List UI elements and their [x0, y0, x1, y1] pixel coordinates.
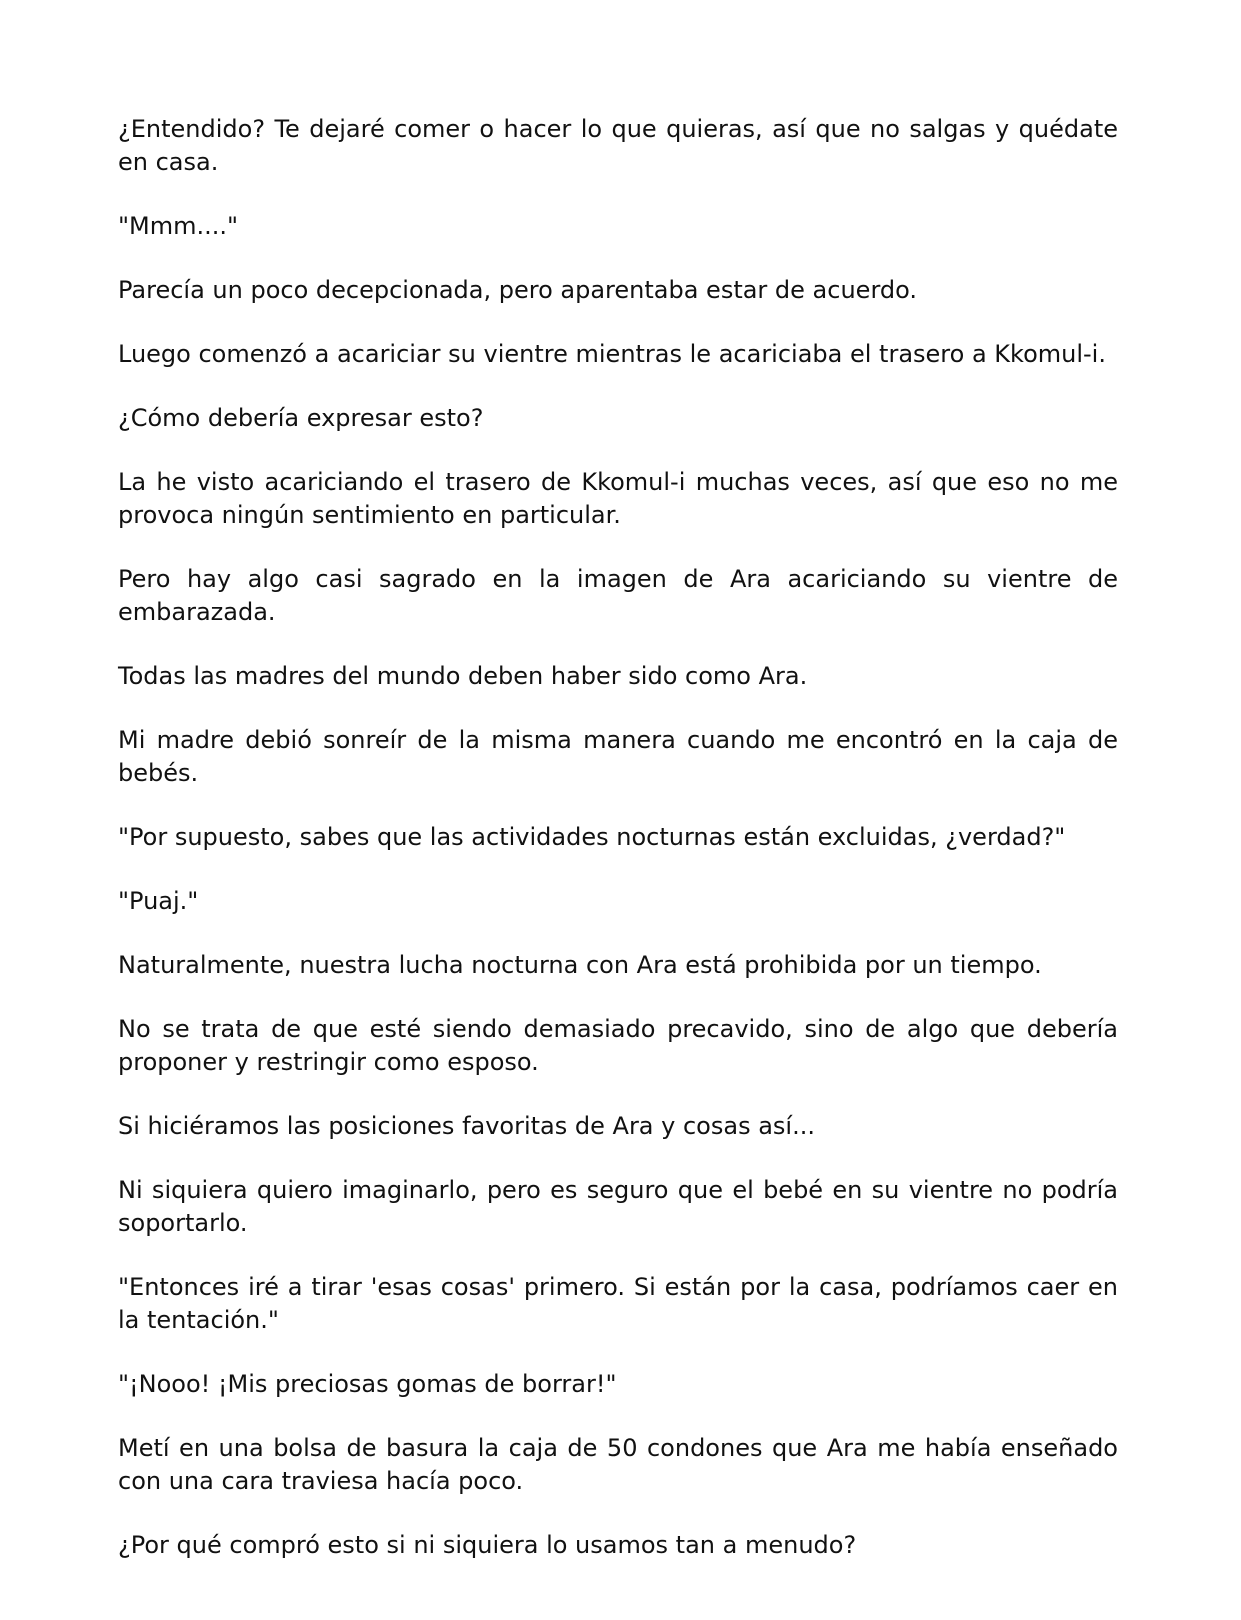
paragraph: ¿Entendido? Te dejaré comer o hacer lo que quieras, así que no salgas y quédate en casa. [118, 115, 1118, 176]
paragraph: ¿Por qué compró esto si ni siquiera lo usamos tan a menudo? [118, 1531, 857, 1559]
paragraph: Luego comenzó a acariciar su vientre mientras le acariciaba el trasero a Kkomul-i. [118, 340, 1106, 368]
paragraph: "Puaj." [118, 887, 199, 915]
paragraph: Metí en una bolsa de basura la caja de 50 condones que Ara me había enseñado con una cara traviesa hacía poco. [118, 1434, 1118, 1495]
paragraph: ¿Cómo debería expresar esto? [118, 404, 484, 432]
paragraph: Ni siquiera quiero imaginarlo, pero es seguro que el bebé en su vientre no podría soportarlo. [118, 1176, 1118, 1237]
document-page [118, 113, 1118, 1562]
paragraph: Mi madre debió sonreír de la misma manera cuando me encontró en la caja de bebés. [118, 726, 1118, 787]
paragraph: Pero hay algo casi sagrado en la imagen de Ara acariciando su vientre de embarazada. [118, 565, 1118, 626]
paragraph: Parecía un poco decepcionada, pero aparentaba estar de acuerdo. [118, 276, 918, 304]
paragraph: Todas las madres del mundo deben haber sido como Ara. [118, 662, 808, 690]
paragraph: Naturalmente, nuestra lucha nocturna con Ara está prohibida por un tiempo. [118, 951, 1042, 979]
paragraph: No se trata de que esté siendo demasiado precavido, sino de algo que debería proponer y restringir como esposo. [118, 1015, 1118, 1076]
paragraph: "¡Nooo! ¡Mis preciosas gomas de borrar!" [118, 1370, 617, 1398]
paragraph: "Entonces iré a tirar 'esas cosas' primero. Si están por la casa, podríamos caer en la tentación." [118, 1273, 1118, 1334]
paragraph: "Por supuesto, sabes que las actividades nocturnas están excluidas, ¿verdad?" [118, 823, 1066, 851]
paragraph: La he visto acariciando el trasero de Kkomul-i muchas veces, así que eso no me provoca ningún sentimiento en particular. [118, 468, 1118, 529]
paragraph: Si hiciéramos las posiciones favoritas de Ara y cosas así... [118, 1112, 815, 1140]
paragraph: "Mmm...." [118, 212, 239, 240]
